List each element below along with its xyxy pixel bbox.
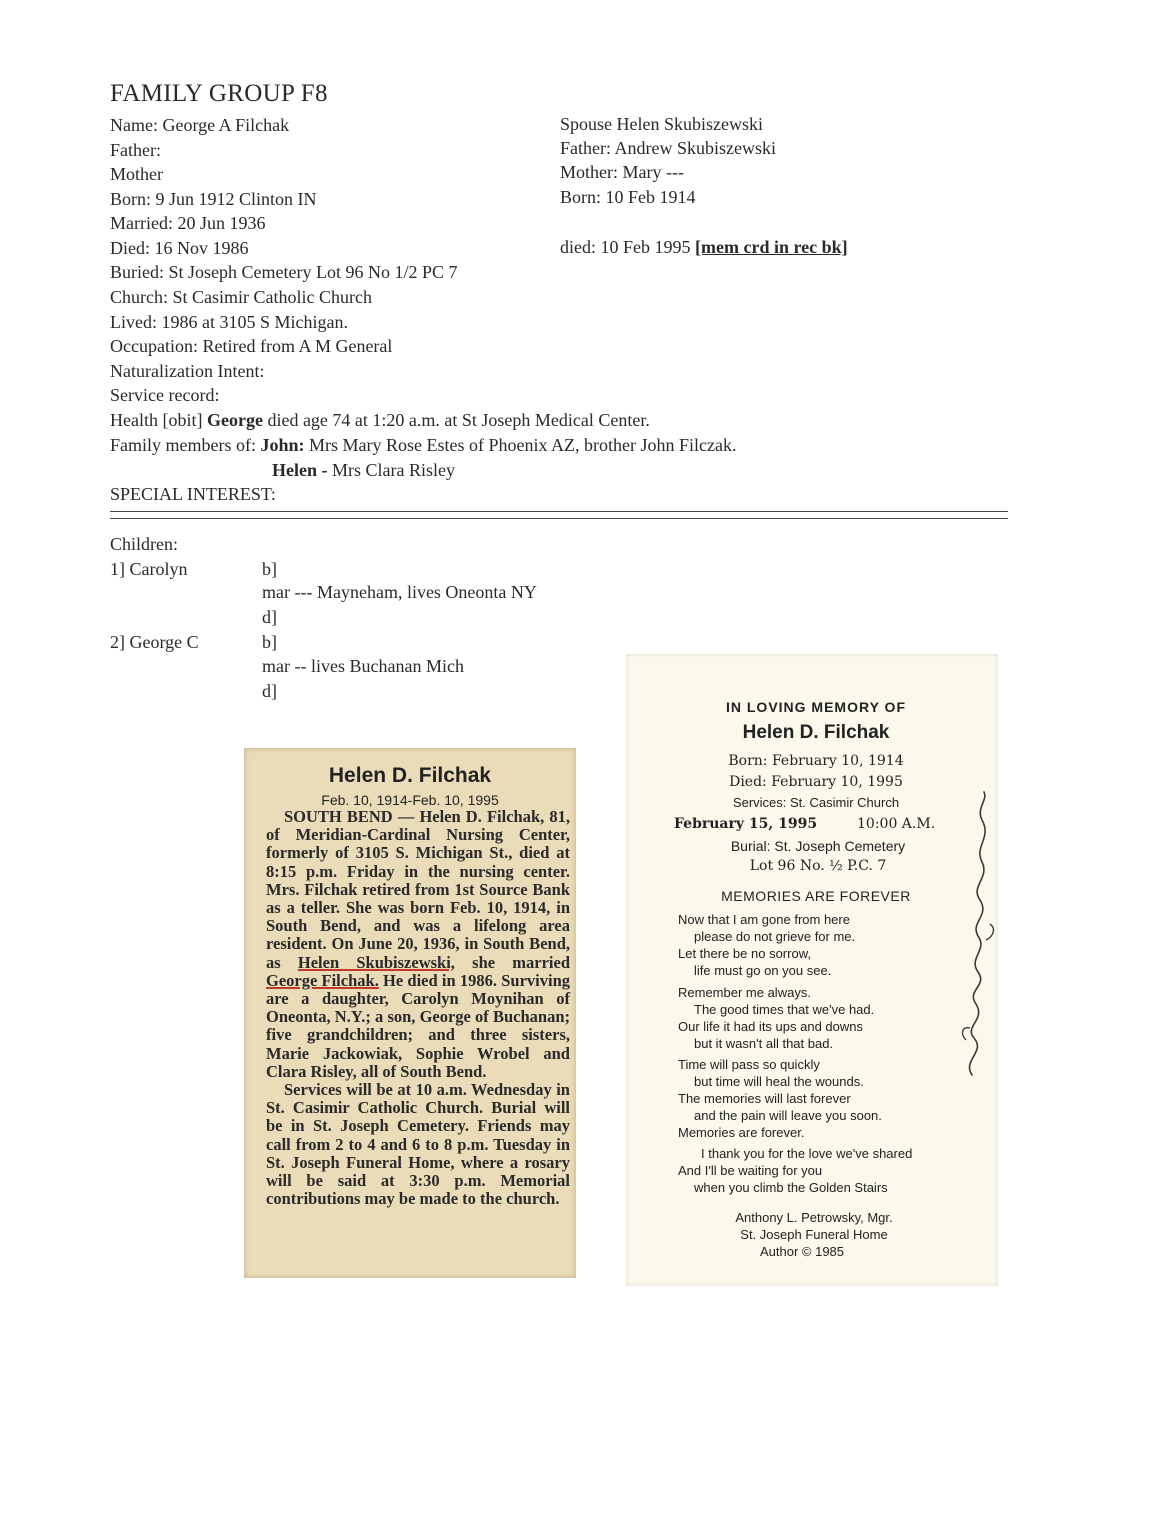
wife-born: Born: 10 Feb 1914	[560, 187, 696, 207]
obituary-title: Helen D. Filchak	[328, 764, 492, 787]
poem-line: Let there be no sorrow,	[678, 946, 811, 961]
obituary-text: she married	[472, 952, 571, 972]
husband-mother: Mother	[110, 164, 163, 184]
husband-lived: Lived: 1986 at 3105 S Michigan.	[110, 312, 348, 332]
obituary-paragraph: Services will be at 10 a.m. Wednesday in St. Casimir Catholic Church. Burial will be in St. Joseph Cemetery. Friends may call from 2 to 4 and 6 to 8 p.m. Tuesday in St. Joseph Funeral Home, where a rosary will be said at 3:30 p.m. Memorial contributions may be made to the church.	[266, 1080, 570, 1209]
health-text: died age 74 at 1:20 a.m. at St Joseph Medical Center.	[267, 410, 650, 430]
poem-line: life must go on you see.	[694, 963, 832, 978]
obituary-paragraph	[266, 808, 570, 1081]
obituary-text: SOUTH BEND — Helen D. Filchak, 81, of Meridian-Cardinal Nursing Center, formerly of 3105 S. Michigan St., died at 8:15 p.m. Friday in the nursing center. Mrs. Filchak retired from 1st Source Bank as a teller. She was born Feb. 10, 1914, in South Bend, and was a lifelong area resident. On June 20, 1936, in South Bend, as	[266, 807, 570, 972]
card-lot: Lot 96 No. ½ P.C. 7	[749, 858, 887, 874]
husband-name: Name: George A Filchak	[110, 115, 290, 135]
card-director: Anthony L. Petrowsky, Mgr.	[735, 1210, 893, 1225]
poem-line: please do not grieve for me.	[694, 929, 856, 944]
poem-line: The good times that we've had.	[694, 1002, 875, 1017]
child-name: 1] Carolyn	[110, 559, 188, 579]
health-obit	[110, 409, 650, 431]
obituary-clipping	[244, 748, 576, 1278]
health-label: Health [obit]	[110, 410, 203, 430]
poem-line: Time will pass so quickly	[678, 1057, 820, 1072]
child-born: b]	[262, 632, 277, 652]
obituary-husband-name: George Filchak.	[266, 970, 379, 990]
obituary-maiden-name: Helen Skubiszewski,	[297, 952, 455, 972]
wife-died	[560, 236, 848, 258]
husband-married: Married: 20 Jun 1936	[110, 213, 266, 233]
memorial-card-note: [mem crd in rec bk]	[695, 237, 848, 257]
card-name: Helen D. Filchak	[742, 722, 890, 743]
card-author: Author © 1985	[759, 1244, 845, 1259]
husband-died: Died: 16 Nov 1986	[110, 238, 249, 258]
special-interest: SPECIAL INTEREST:	[110, 484, 276, 504]
obituary-dates: Feb. 10, 1914-Feb. 10, 1995	[321, 792, 499, 808]
wife-father: Father: Andrew Skubiszewski	[560, 138, 776, 158]
card-heading: IN LOVING MEMORY OF	[725, 699, 906, 715]
wife-spouse: Spouse Helen Skubiszewski	[560, 114, 763, 134]
husband-occupation: Occupation: Retired from A M General	[110, 336, 393, 356]
child-name: 2] George C	[110, 632, 199, 652]
poem-line: The memories will last forever	[678, 1091, 851, 1106]
card-poem-title: MEMORIES ARE FOREVER	[721, 888, 911, 904]
husband-buried: Buried: St Joseph Cemetery Lot 96 No 1/2 PC 7	[110, 262, 458, 282]
poem-line: Our life it had its ups and downs	[678, 1019, 863, 1034]
family-helen	[272, 459, 455, 481]
poem-line: when you climb the Golden Stairs	[694, 1180, 888, 1195]
child-marriage: mar -- lives Buchanan Mich	[262, 656, 464, 676]
card-burial: Burial: St. Joseph Cemetery	[730, 838, 906, 854]
child-born: b]	[262, 559, 277, 579]
husband-father: Father:	[110, 140, 161, 160]
poem-line: Remember me always.	[678, 985, 811, 1000]
child-marriage: mar --- Mayneham, lives Oneonta NY	[262, 582, 537, 602]
service-record: Service record:	[110, 385, 220, 405]
section-divider	[110, 511, 1008, 519]
poem-line: but time will heal the wounds.	[694, 1074, 864, 1089]
card-service-date: February 15, 1995	[674, 816, 818, 832]
card-died: Died: February 10, 1995	[729, 774, 903, 790]
poem-line: Memories are forever.	[678, 1125, 805, 1140]
family-helen-text: Mrs Clara Risley	[332, 460, 455, 480]
poem-line: and the pain will leave you soon.	[694, 1108, 882, 1123]
page-title: FAMILY GROUP F8	[110, 80, 328, 107]
family-members-label: Family members of:	[110, 435, 256, 455]
card-services: Services: St. Casimir Church	[732, 795, 900, 810]
obituary-body	[266, 808, 570, 1208]
child-died: d]	[262, 681, 277, 701]
wife-mother: Mother: Mary ---	[560, 162, 684, 182]
card-born: Born: February 10, 1914	[728, 753, 904, 769]
poem-line: I thank you for the love we've shared	[701, 1146, 913, 1161]
poem-line: but it wasn't all that bad.	[694, 1036, 834, 1051]
husband-born: Born: 9 Jun 1912 Clinton IN	[110, 189, 317, 209]
health-name: George	[206, 410, 263, 430]
card-funeral-home: St. Joseph Funeral Home	[740, 1227, 888, 1242]
poem-line: Now that I am gone from here	[678, 912, 850, 927]
family-john-text: Mrs Mary Rose Estes of Phoenix AZ, brother John Filczak.	[309, 435, 737, 455]
naturalization-intent: Naturalization Intent:	[110, 361, 265, 381]
memorial-card	[626, 654, 998, 1286]
family-john-label: John:	[260, 435, 305, 455]
family-helen-label: Helen -	[272, 460, 328, 480]
family-members	[110, 434, 736, 456]
wife-died-date: died: 10 Feb 1995	[560, 237, 691, 257]
children-label: Children:	[110, 534, 178, 554]
card-service-time: 10:00 A.M.	[857, 816, 936, 832]
poem-line: And I'll be waiting for you	[678, 1163, 823, 1178]
child-died: d]	[262, 607, 277, 627]
obituary-text: He died in 1986. Surviving are a daughter, Carolyn Moynihan of Oneonta, N.Y.; a son, George of Buchanan; five grandchildren; and three sisters, Marie Jackowiak, Sophie Wrobel and Clara Risley, all of South Bend.	[266, 970, 570, 1081]
husband-church: Church: St Casimir Catholic Church	[110, 287, 372, 307]
